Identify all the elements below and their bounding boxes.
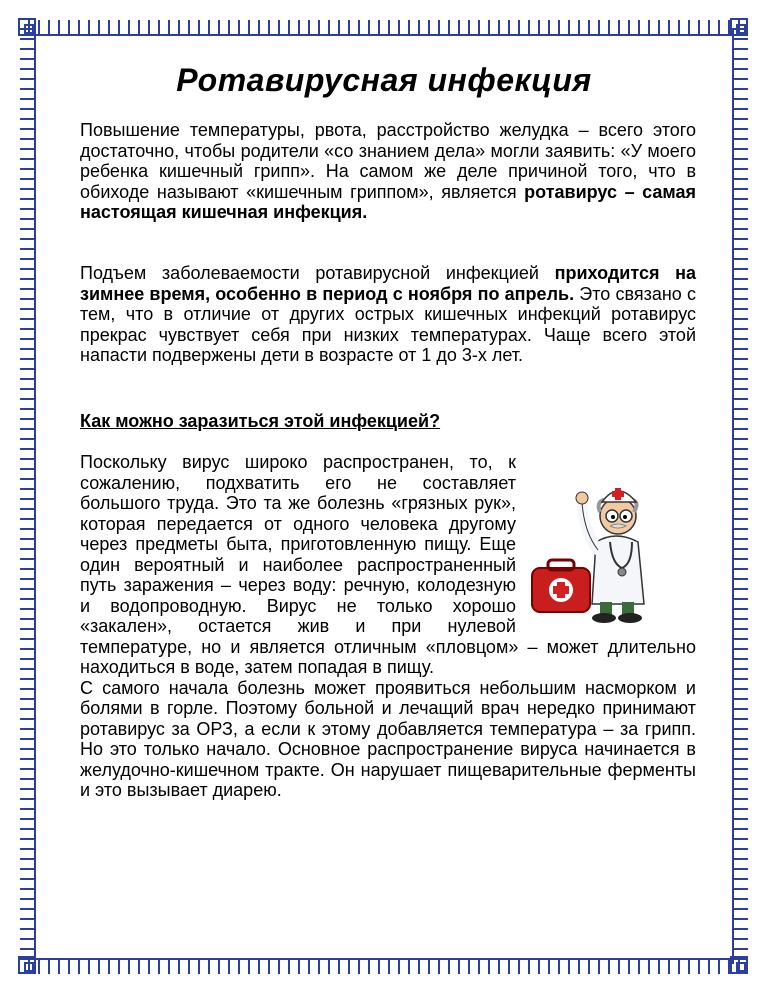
doctor-cartoon-icon <box>526 472 696 624</box>
paragraph-text: Подъем заболеваемости ротавирусной инфекцией <box>80 263 555 283</box>
border-corner <box>18 18 36 36</box>
border-corner <box>730 956 748 974</box>
paragraph-bold: ротавирус – самая настоящая кишечная инфекция. <box>80 181 696 222</box>
section-heading: Как можно заразиться этой инфекцией? <box>80 411 441 431</box>
paragraph-text: Это связано с тем, что в отличие от других острых кишечных инфекций ротавирус прекрас чувствует себя при низких температурах. Чаще всего этой напасти подвержены дети в возрасте от 1 до 3-х лет. <box>80 283 696 365</box>
paragraph-text: Поскольку вирус широко распространен, то, к сожалению, подхватить его не составляет большого труда. Это та же болезнь «грязных рук», которая передается от одного человека другому через предметы быта, приготовленную пищу. Еще один вероятный и наиболее распространенный путь заражения – через воду: речную, колодезную и водопроводную. Вирус не только хорошо «закален», остается жив и при нулевой температуре, но и является отличным «пловцом» – может длительно находиться в воде, затем попадая в пищу. <box>80 452 696 677</box>
paragraph-bold: приходится на зимнее время, особенно в период с ноября по апрель. <box>80 263 696 304</box>
border-top <box>28 20 740 36</box>
paragraph-text: Повышение температуры, рвота, расстройство желудка – всего этого достаточно, чтобы родители «со знанием дела» могли заявить: «У моего ребенка кишечный грипп». На самом же деле причиной того, что в обиходе называют «кишечным гриппом», является <box>80 120 696 202</box>
border-left <box>20 28 36 964</box>
paragraph-text: С самого начала болезнь может проявиться небольшим насморком и болями в горле. Поэтому больной и лечащий врач нередко принимают ротавирус за ОРЗ, а если к этому добавляется температура – за грипп. Но это только начало. Основное распространение вируса начинается в желудочно-кишечном тракте. Он нарушает пищеварительные ферменты и это вызывает диарею. <box>80 677 696 800</box>
paragraph-intro <box>80 120 696 223</box>
border-bottom <box>28 958 740 974</box>
paragraph-transmission <box>80 452 696 801</box>
paragraph-season <box>80 263 696 366</box>
border-corner <box>730 18 748 36</box>
border-corner <box>18 956 36 974</box>
page-title: Ротавирусная инфекция <box>176 62 592 98</box>
border-right <box>732 28 748 964</box>
